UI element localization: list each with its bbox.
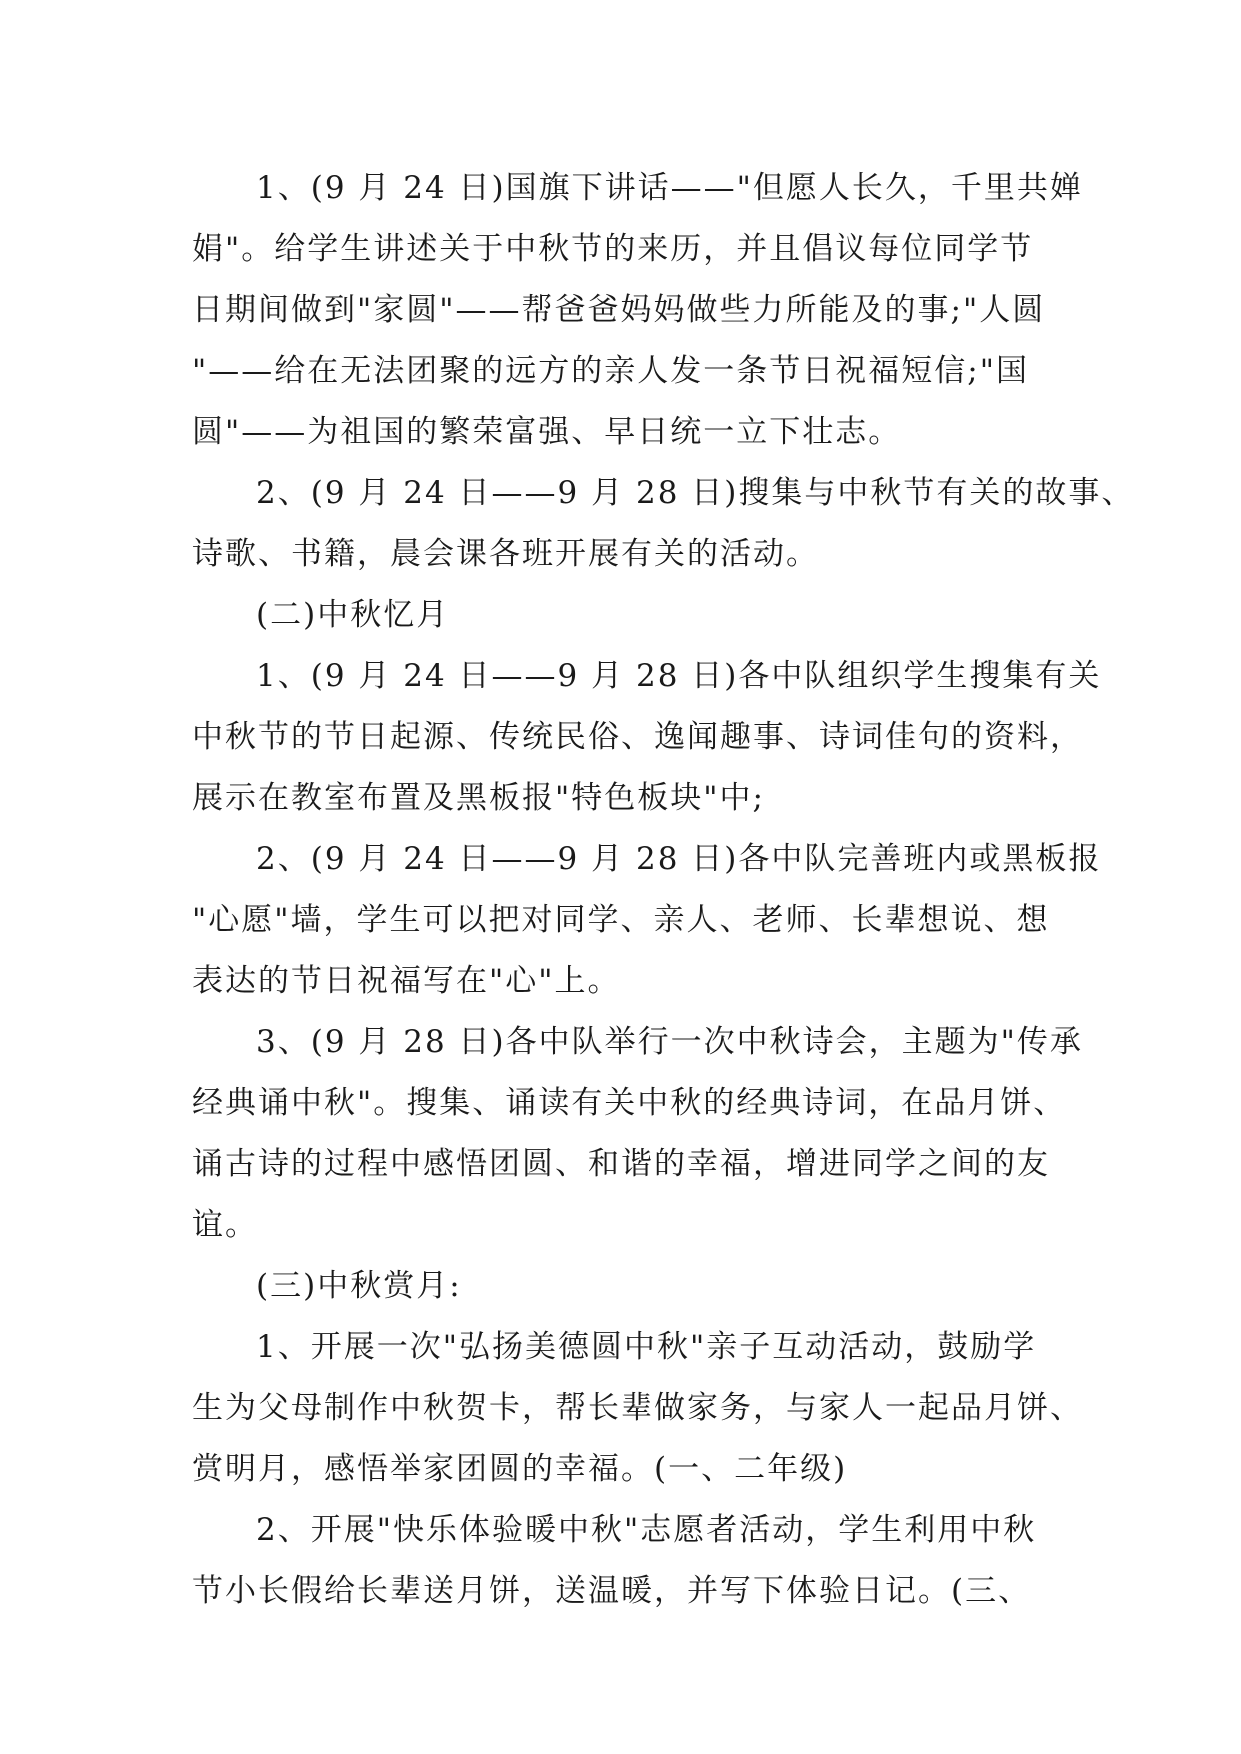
paragraph-line: "心愿"墙，学生可以把对同学、亲人、老师、长辈想说、想 — [192, 902, 1050, 938]
paragraph-line: 表达的节日祝福写在"心"上。 — [192, 963, 621, 999]
paragraph-line: 诵古诗的过程中感悟团圆、和谐的幸福，增进同学之间的友 — [192, 1146, 1050, 1182]
paragraph-line: 1、(9 月 24 日——9 月 28 日)各中队组织学生搜集有关 — [256, 658, 1102, 694]
paragraph-line: 经典诵中秋"。搜集、诵读有关中秋的经典诗词，在品月饼、 — [192, 1085, 1067, 1121]
paragraph-line: 3、(9 月 28 日)各中队举行一次中秋诗会，主题为"传承 — [256, 1024, 1083, 1060]
paragraph-line: 圆"——为祖国的繁荣富强、早日统一立下壮志。 — [192, 414, 902, 450]
paragraph-line: 展示在教室布置及黑板报"特色板块"中; — [192, 780, 765, 816]
paragraph-line: 生为父母制作中秋贺卡，帮长辈做家务，与家人一起品月饼、 — [192, 1390, 1083, 1426]
paragraph-line: 中秋节的节日起源、传统民俗、逸闻趣事、诗词佳句的资料， — [192, 719, 1083, 755]
section-heading: (三)中秋赏月: — [256, 1268, 462, 1304]
paragraph-line: 2、(9 月 24 日——9 月 28 日)搜集与中秋节有关的故事、 — [256, 475, 1135, 511]
document-body — [192, 158, 1135, 1622]
paragraph-line: "——给在无法团聚的远方的亲人发一条节日祝福短信;"国 — [192, 353, 1029, 389]
paragraph-line: 诗歌、书籍，晨会课各班开展有关的活动。 — [192, 536, 819, 572]
paragraph-line: 1、开展一次"弘扬美德圆中秋"亲子互动活动，鼓励学 — [256, 1329, 1037, 1365]
paragraph-line: 娟"。给学生讲述关于中秋节的来历，并且倡议每位同学节 — [192, 231, 1034, 267]
paragraph-line: 1、(9 月 24 日)国旗下讲话——"但愿人长久，千里共婵 — [256, 170, 1083, 206]
paragraph-line: 2、开展"快乐体验暖中秋"志愿者活动，学生利用中秋 — [256, 1512, 1037, 1548]
section-heading: (二)中秋忆月 — [256, 597, 450, 633]
paragraph-line: 赏明月，感悟举家团圆的幸福。(一、二年级) — [192, 1451, 848, 1487]
paragraph-line: 日期间做到"家圆"——帮爸爸妈妈做些力所能及的事;"人圆 — [192, 292, 1046, 328]
paragraph-line: 节小长假给长辈送月饼，送温暖，并写下体验日记。(三、 — [192, 1573, 1032, 1609]
paragraph-line: 2、(9 月 24 日——9 月 28 日)各中队完善班内或黑板报 — [256, 841, 1102, 877]
paragraph-line: 谊。 — [192, 1207, 258, 1243]
